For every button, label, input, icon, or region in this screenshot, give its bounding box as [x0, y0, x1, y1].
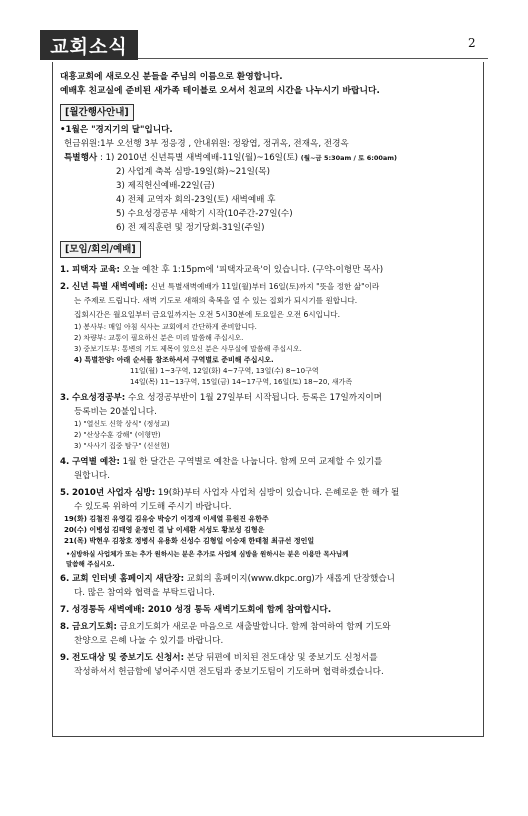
- sub-item: 2) "산상수훈 강해" (이형만): [74, 431, 161, 439]
- event-text: 제직헌신예배-22일(금): [127, 181, 215, 191]
- list-item: [60, 603, 480, 617]
- event-prefix: 4): [116, 195, 128, 205]
- events-label: 특별행사: [64, 153, 98, 163]
- event-prefix: 6): [116, 223, 128, 233]
- item-number: 9.: [60, 653, 70, 663]
- item-text: 신년 특별새벽예배가 11일(월)부터 16일(토)까지 "뜻을 정한 삶"이라: [150, 282, 380, 291]
- item-text: 다. 많은 참여와 협력을 부탁드립니다.: [74, 588, 215, 598]
- item-text: 집회시간은 월요일부터 금요일까지는 오전 5시30분에 토요일은 오전 6시입니다.: [74, 310, 341, 319]
- sub-item: 3) 중보기도부: 통변의 기도 제목이 있으신 분은 사무실에 말씀해 주십시오.: [74, 345, 302, 353]
- event-prefix: 2): [116, 167, 128, 177]
- event-row: [60, 165, 480, 179]
- item-title: 금요기도회:: [71, 622, 117, 632]
- item-text: 등록비는 20불입니다.: [74, 407, 157, 417]
- event-prefix: 3): [116, 181, 128, 191]
- list-item: [60, 280, 480, 294]
- staff-line: 헌금위원:1부 오선행 3부 정응경 , 안내위원: 정왕엽, 정귀옥, 전재옥, 전경옥: [64, 139, 349, 149]
- list-item: [60, 455, 480, 469]
- sub-item: 2) 차량부: 교통이 필요하신 분은 미리 말씀해 주십시오.: [74, 334, 244, 342]
- visit-schedule: 19(화) 김철진 유영길 김유승 박승기 이경재 이세열 류원진 유한주: [64, 515, 269, 523]
- item-number: 2.: [60, 282, 70, 292]
- meetings-heading: [모임/회의/예배]: [60, 241, 141, 258]
- event-prefix: 5): [116, 209, 128, 219]
- item-text: 교회의 홈페이지(www.dkpc.org)가 새롭게 단장했습니: [186, 574, 395, 584]
- item-text: 본당 뒤편에 비치된 전도대상 및 중보기도 신청서를: [186, 653, 378, 663]
- item-text: 1월 한 달간은 구역별로 예찬을 나눕니다. 함께 모여 교제할 수 있기를: [122, 457, 383, 467]
- monthly-heading: [월간행사안내]: [60, 104, 134, 121]
- sub-item: 4) 특별찬양: 아래 순서를 참조하셔서 구역별로 준비해 주십시오.: [74, 356, 274, 364]
- bulletin-content: [60, 70, 480, 679]
- item-title: 성경통독 새벽예배: 2010 성경 통독 새벽기도회에 함께 참여합시다.: [71, 605, 332, 615]
- item-text: 는 주제로 드립니다. 새벽 기도로 새해의 축복을 열 수 있는 집회가 되시기를 원합니다.: [74, 296, 358, 305]
- sub-item: 3) "사사기 집중 탐구" (신선현): [74, 442, 170, 450]
- item-text: 수 있도록 위하여 기도해 주시기 바랍니다.: [74, 502, 232, 512]
- item-text: 오늘 예찬 후 1:15pm에 '피택자교육'이 있습니다. (구약-이형만 목사): [122, 265, 384, 275]
- item-title: 전도대상 및 중보기도 신청서:: [71, 653, 185, 663]
- item-text: 작성하셔서 헌금함에 넣어주시면 전도팀과 중보기도팀이 기도하며 협력하겠습니다.: [74, 667, 384, 677]
- welcome-line-2: 예배후 친교실에 준비된 새가족 테이블로 오셔서 친교의 시간을 나누시기 바랍니다.: [60, 86, 380, 96]
- item-number: 8.: [60, 622, 70, 632]
- visit-note: 말씀해 주십시오.: [66, 560, 115, 568]
- section-title: 교회소식: [40, 30, 138, 60]
- visit-schedule: 21(목) 박현우 김창호 정병식 유용화 신성수 김형일 이승재 한태철 최규선 정인일: [64, 537, 315, 545]
- event-text: 사업계 축복 심방-19일(화)~21일(목): [127, 167, 270, 177]
- event-text: 2010년 신년특별 새벽예배-11일(월)~16일(토): [117, 153, 301, 163]
- event-text: 전 제직훈련 및 정기당회-31일(주일): [127, 223, 265, 233]
- item-text: 원합니다.: [74, 471, 110, 481]
- item-number: 1.: [60, 265, 70, 275]
- list-item: [60, 620, 480, 634]
- item-title: 신년 특별 새벽예배:: [71, 282, 148, 292]
- event-row: [60, 151, 480, 165]
- item-number: 7.: [60, 605, 70, 615]
- item-title: 구역별 예찬:: [71, 457, 120, 467]
- month-theme: •1월은 "경지기의 달"입니다.: [60, 125, 173, 135]
- event-row: [60, 221, 480, 235]
- sub-item: 1) 봉사부: 매일 아침 식사는 교회에서 간단하게 준비합니다.: [74, 323, 257, 331]
- page-number: 2: [468, 36, 476, 50]
- schedule-line: 14일(목) 11~13구역, 15일(금) 14~17구역, 16일(토) 18~20, 새가족: [130, 378, 353, 386]
- item-number: 6.: [60, 574, 70, 584]
- schedule-line: 11일(월) 1~3구역, 12일(화) 4~7구역, 13일(수) 8~10구역: [130, 367, 319, 375]
- visit-note: •심방하실 사업체가 또는 추가 원하시는 분은 추가로 사업체 심방을 원하시는 분은 이용만 목사님께: [66, 550, 349, 558]
- item-number: 3.: [60, 393, 70, 403]
- event-text: 전체 교역자 회의-23일(토) 새벽예배 후: [127, 195, 276, 205]
- event-time-note: (월~금 5:30am / 토 6:00am): [300, 154, 398, 162]
- list-item: [60, 391, 480, 405]
- visit-schedule: 20(수) 이병섭 김태영 윤정인 결 남 이세환 서성도 황보성 김형운: [64, 526, 265, 534]
- item-text: 금요기도회가 새로운 마음으로 새출발합니다. 함께 참여하여 함께 기도와: [119, 622, 391, 632]
- item-text: 수요 성경공부반이 1월 27일부터 시작됩니다. 등록은 17일까지이며: [127, 393, 382, 403]
- item-title: 2010년 사업자 심방:: [71, 488, 156, 498]
- event-prefix: : 1): [97, 153, 118, 163]
- list-item: [60, 486, 480, 500]
- welcome-line-1: 대흥교회에 새로오신 분들을 주님의 이름으로 환영합니다.: [60, 72, 283, 82]
- item-number: 5.: [60, 488, 70, 498]
- item-title: 수요성경공부:: [71, 393, 126, 403]
- list-item: [60, 572, 480, 586]
- item-text: 19(화)부터 사업자 사업처 심방이 있습니다. 은혜로운 한 해가 될: [157, 488, 400, 498]
- sub-item: 1) "열신도 신학 상식" (정성교): [74, 420, 170, 428]
- header-rule: [138, 58, 488, 59]
- event-row: [60, 179, 480, 193]
- event-row: [60, 207, 480, 221]
- item-number: 4.: [60, 457, 70, 467]
- event-row: [60, 193, 480, 207]
- list-item: [60, 263, 480, 277]
- item-title: 교회 인터넷 홈페이지 새단장:: [71, 574, 185, 584]
- event-text: 수요성경공부 새학기 시작(10주간-27일(수): [127, 209, 293, 219]
- item-title: 피택자 교육:: [71, 265, 120, 275]
- item-text: 찬양으로 은혜 나눌 수 있기를 바랍니다.: [74, 636, 224, 646]
- list-item: [60, 651, 480, 665]
